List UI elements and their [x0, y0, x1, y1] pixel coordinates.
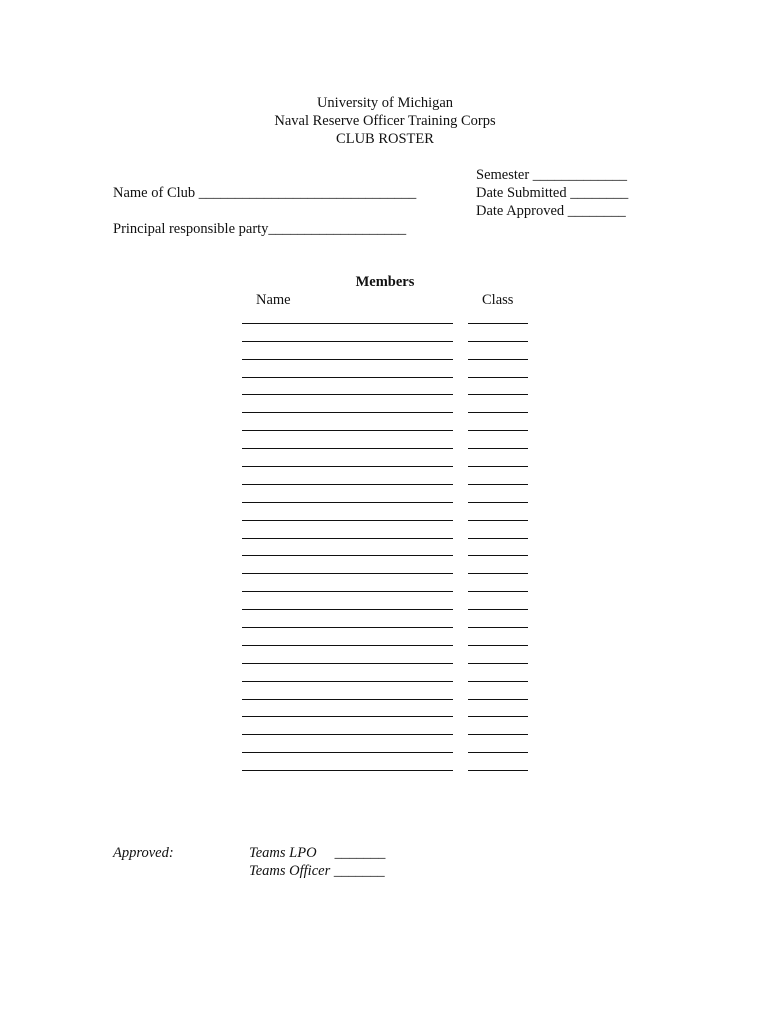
member-name-blank [242, 448, 453, 449]
member-name-blank [242, 609, 453, 610]
member-class-blank [468, 699, 528, 700]
member-class-blank [468, 681, 528, 682]
member-name-blank [242, 663, 453, 664]
member-class-blank [468, 520, 528, 521]
member-name-blank [242, 341, 453, 342]
university-name: University of Michigan [316, 95, 454, 111]
member-class-blank [468, 341, 528, 342]
member-name-blank [242, 699, 453, 700]
member-name-blank [242, 573, 453, 574]
member-class-blank [468, 448, 528, 449]
member-class-blank [468, 627, 528, 628]
member-name-blank [242, 359, 453, 360]
member-name-blank [242, 520, 453, 521]
document-title: CLUB ROSTER [336, 131, 434, 147]
member-name-blank [242, 412, 453, 413]
member-class-blank [468, 734, 528, 735]
date-approved-field: Date Approved ________ [476, 203, 626, 219]
member-name-blank [242, 430, 453, 431]
member-name-blank [242, 591, 453, 592]
member-class-blank [468, 412, 528, 413]
member-name-blank [242, 484, 453, 485]
member-class-blank [468, 663, 528, 664]
member-class-blank [468, 770, 528, 771]
member-name-blank [242, 466, 453, 467]
member-name-blank [242, 627, 453, 628]
member-class-blank [468, 359, 528, 360]
member-class-blank [468, 752, 528, 753]
teams-lpo-line: Teams LPO _______ [249, 845, 386, 861]
member-name-blank [242, 645, 453, 646]
name-of-club-field: Name of Club ______________________________ [113, 185, 417, 201]
member-class-blank [468, 323, 528, 324]
members-heading: Members [355, 274, 415, 290]
member-class-blank [468, 573, 528, 574]
principal-party-field: Principal responsible party___________________ [113, 221, 407, 237]
member-name-blank [242, 502, 453, 503]
member-class-blank [468, 484, 528, 485]
member-name-blank [242, 377, 453, 378]
member-name-blank [242, 323, 453, 324]
member-name-blank [242, 716, 453, 717]
member-class-blank [468, 609, 528, 610]
approved-label: Approved: [113, 845, 174, 861]
member-name-blank [242, 734, 453, 735]
member-class-blank [468, 430, 528, 431]
corps-name: Naval Reserve Officer Training Corps [274, 113, 496, 129]
teams-officer-line: Teams Officer _______ [249, 863, 385, 879]
member-class-blank [468, 591, 528, 592]
member-class-blank [468, 466, 528, 467]
date-submitted-field: Date Submitted ________ [476, 185, 629, 201]
semester-field: Semester _____________ [476, 167, 628, 183]
name-column-header: Name [256, 292, 291, 308]
member-class-blank [468, 645, 528, 646]
member-class-blank [468, 502, 528, 503]
member-class-blank [468, 377, 528, 378]
member-name-blank [242, 555, 453, 556]
member-class-blank [468, 394, 528, 395]
member-class-blank [468, 716, 528, 717]
member-name-blank [242, 394, 453, 395]
member-name-blank [242, 752, 453, 753]
member-name-blank [242, 538, 453, 539]
member-class-blank [468, 538, 528, 539]
member-name-blank [242, 770, 453, 771]
class-column-header: Class [482, 292, 514, 308]
member-class-blank [468, 555, 528, 556]
member-name-blank [242, 681, 453, 682]
